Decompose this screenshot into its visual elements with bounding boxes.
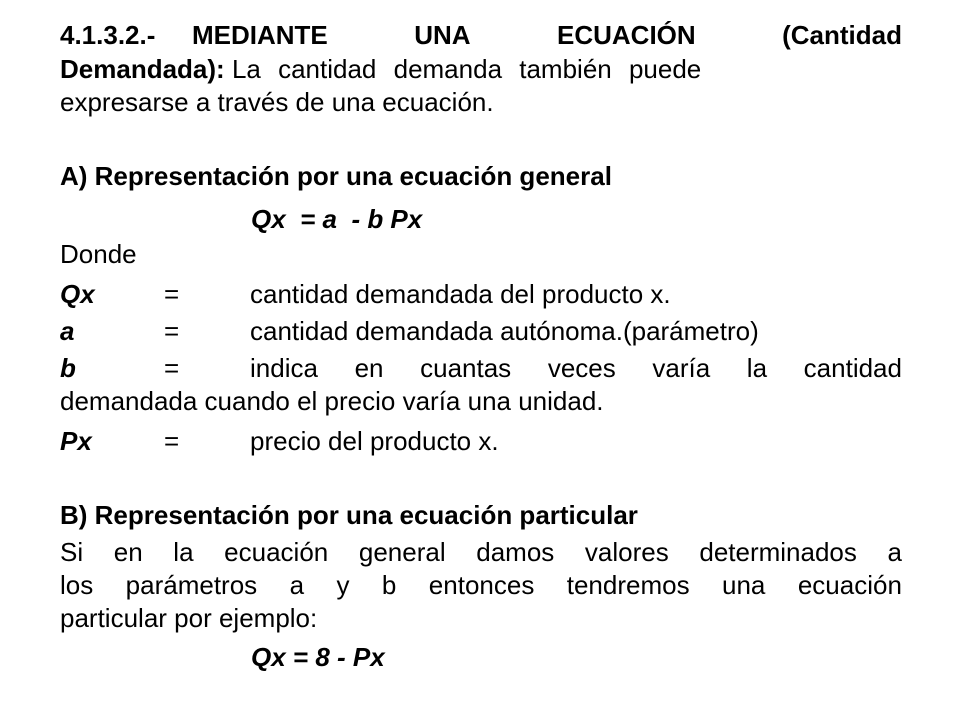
definition-equals: =: [164, 426, 180, 456]
word: a: [289, 570, 305, 600]
word: ecuación: [797, 570, 902, 600]
word: ECUACIÓN: [557, 20, 696, 50]
word: general: [358, 537, 446, 567]
word: UNA: [414, 20, 471, 50]
intro-text-rest: La cantidad demanda también puede: [231, 54, 702, 84]
part-a-heading-text: A) Representación por una ecuación general: [60, 161, 612, 191]
part-b-paragraph-text: particular por ejemplo:: [60, 603, 318, 633]
word: parámetros: [125, 570, 258, 600]
word: cuantas: [420, 353, 512, 383]
word: la: [173, 537, 194, 567]
definition-text: [250, 355, 902, 382]
word: Si: [60, 537, 84, 567]
donde-text: Donde: [60, 239, 137, 269]
definition-text: cantidad demandada autónoma.(parámetro): [250, 316, 759, 346]
part-b-paragraph-line3: [60, 605, 902, 632]
word: entonces: [428, 570, 535, 600]
section-title-cont: Demandada):: [60, 54, 225, 84]
intro-line-2: [60, 56, 902, 83]
definition-equals: =: [164, 353, 180, 383]
part-b-heading-text: B) Representación por una ecuación particular: [60, 500, 638, 530]
donde-label: [60, 241, 902, 268]
word: valores: [584, 537, 669, 567]
word: damos: [476, 537, 555, 567]
definition-equals: =: [164, 279, 180, 309]
word: a: [887, 537, 902, 567]
definition-equals: =: [164, 316, 180, 346]
definition-symbol: Qx: [60, 279, 95, 309]
word: en: [354, 353, 384, 383]
part-b-heading: [60, 502, 902, 529]
general-equation: Qx = a - b Px: [251, 204, 423, 234]
section-title: [192, 22, 902, 49]
word: veces: [547, 353, 616, 383]
word: ecuación: [224, 537, 329, 567]
word: cantidad: [803, 353, 902, 383]
intro-text-line3: expresarse a través de una ecuación.: [60, 87, 494, 117]
definition-symbol: a: [60, 316, 75, 346]
part-a-heading: [60, 163, 902, 190]
particular-equation: Qx = 8 - Px: [251, 642, 385, 672]
part-b-paragraph-line2: [60, 572, 902, 599]
definition-symbol: b: [60, 353, 76, 383]
word: (Cantidad: [782, 20, 902, 50]
part-b-paragraph-line1: [60, 539, 902, 566]
word: varía: [652, 353, 711, 383]
word: indica: [250, 353, 318, 383]
word: los: [60, 570, 94, 600]
definition-text: cantidad demandada del producto x.: [250, 279, 671, 309]
section-number: 4.1.3.2.-: [60, 20, 156, 50]
intro-line-3: [60, 89, 902, 116]
word: la: [746, 353, 768, 383]
word: determinados: [699, 537, 857, 567]
definition-text: precio del producto x.: [250, 426, 499, 456]
word: MEDIANTE: [192, 20, 328, 50]
word: tendremos: [566, 570, 690, 600]
definition-continuation: [60, 388, 902, 415]
word: y: [336, 570, 350, 600]
definition-symbol: Px: [60, 426, 92, 456]
word: una: [722, 570, 766, 600]
word: en: [113, 537, 143, 567]
section-heading-line1: [60, 22, 902, 49]
definition-text-cont: demandada cuando el precio varía una unidad.: [60, 386, 604, 416]
word: b: [381, 570, 397, 600]
